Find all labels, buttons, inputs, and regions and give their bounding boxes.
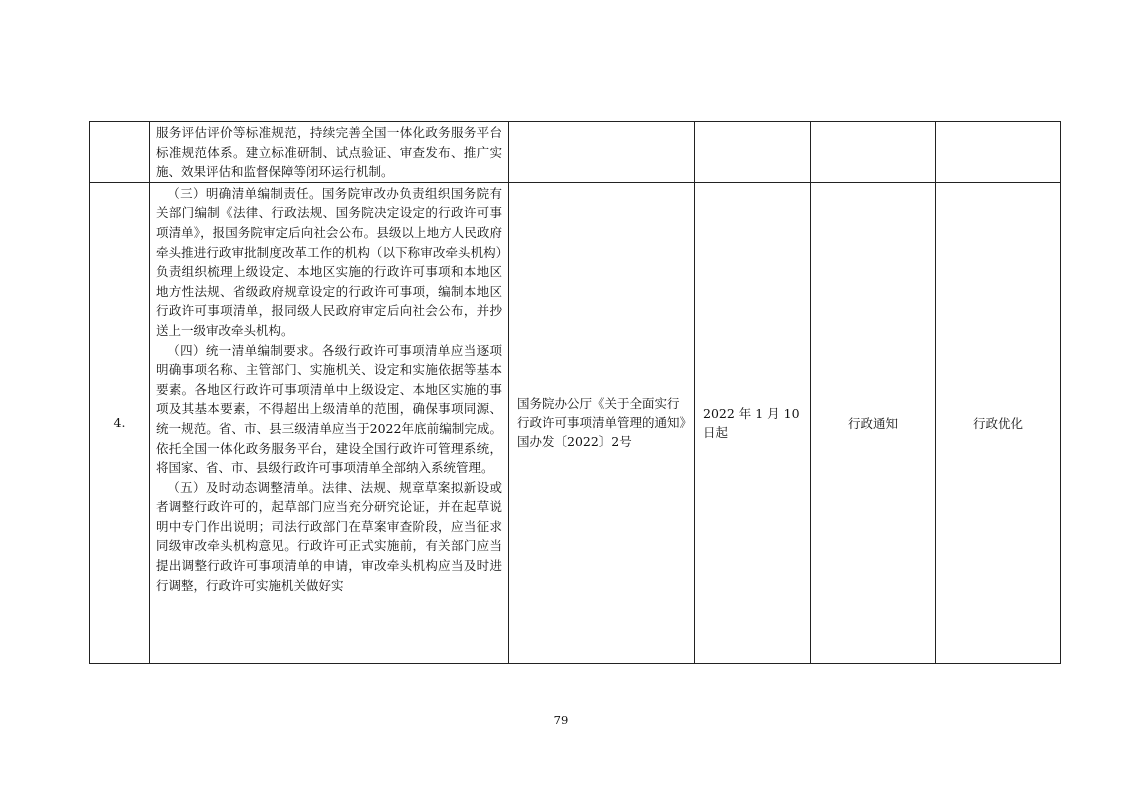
source-cell: [509, 122, 695, 183]
category-cell: [936, 122, 1061, 183]
content-cell: [150, 122, 509, 183]
table-row: [90, 182, 1061, 663]
type-cell: 行政通知: [811, 182, 936, 663]
document-table: [89, 121, 1061, 664]
type-cell: [811, 122, 936, 183]
category-cell: 行政优化: [936, 182, 1061, 663]
date-cell: [695, 122, 811, 183]
page-number: 79: [553, 713, 569, 727]
number-cell: 4.: [90, 182, 150, 663]
number-cell: [90, 122, 150, 183]
content-paragraph: （五）及时动态调整清单。法律、法规、规章草案拟新设或者调整行政许可的，起草部门应当充分研究论证，并在起草说明中专门作出说明；司法行政部门在草案审查阶段，应当征求同级审改牵头机构意见。行政许可正式实施前，有关部门应当提出调整行政许可事项清单的申请，审改牵头机构应当及时进行调整，行政许可实施机关做好实: [156, 479, 502, 593]
table-row: [90, 122, 1061, 183]
source-cell: 国务院办公厅《关于全面实行行政许可事项清单管理的通知》国办发〔2022〕2号: [509, 182, 695, 663]
content-text: 服务评估评价等标准规范，持续完善全国一体化政务服务平台标准规范体系。建立标准研制、试点验证、审查发布、推广实施、效果评估和监督保障等闭环运行机制。: [156, 125, 502, 180]
date-cell: 2022 年 1 月 10 日起: [695, 182, 811, 663]
content-paragraph: （三）明确清单编制责任。国务院审改办负责组织国务院有关部门编制《法律、行政法规、国务院决定设定的行政许可事项清单》，报国务院审定后向社会公布。县级以上地方人民政府牵头推进行政审批制度改革工作的机构（以下称审改牵头机构）负责组织梳理上级设定、本地区实施的行政许可事项和本地区地方性法规、省级政府规章设定的行政许可事项，编制本地区行政许可事项清单，报同级人民政府审定后向社会公布，并抄送上一级审改牵头机构。: [156, 185, 502, 338]
content-paragraph: （四）统一清单编制要求。各级行政许可事项清单应当逐项明确事项名称、主管部门、实施机关、设定和实施依据等基本要素。各地区行政许可事项清单中上级设定、本地区实施的事项及其基本要素，不得超出上级清单的范围，确保事项同源、统一规范。省、市、县三级清单应当于2022年底前编制完成。依托全国一体化政务服务平台，建设全国行政许可管理系统，将国家、省、市、县级行政许可事项清单全部纳入系统管理。: [156, 342, 502, 476]
content-cell: [150, 182, 509, 663]
